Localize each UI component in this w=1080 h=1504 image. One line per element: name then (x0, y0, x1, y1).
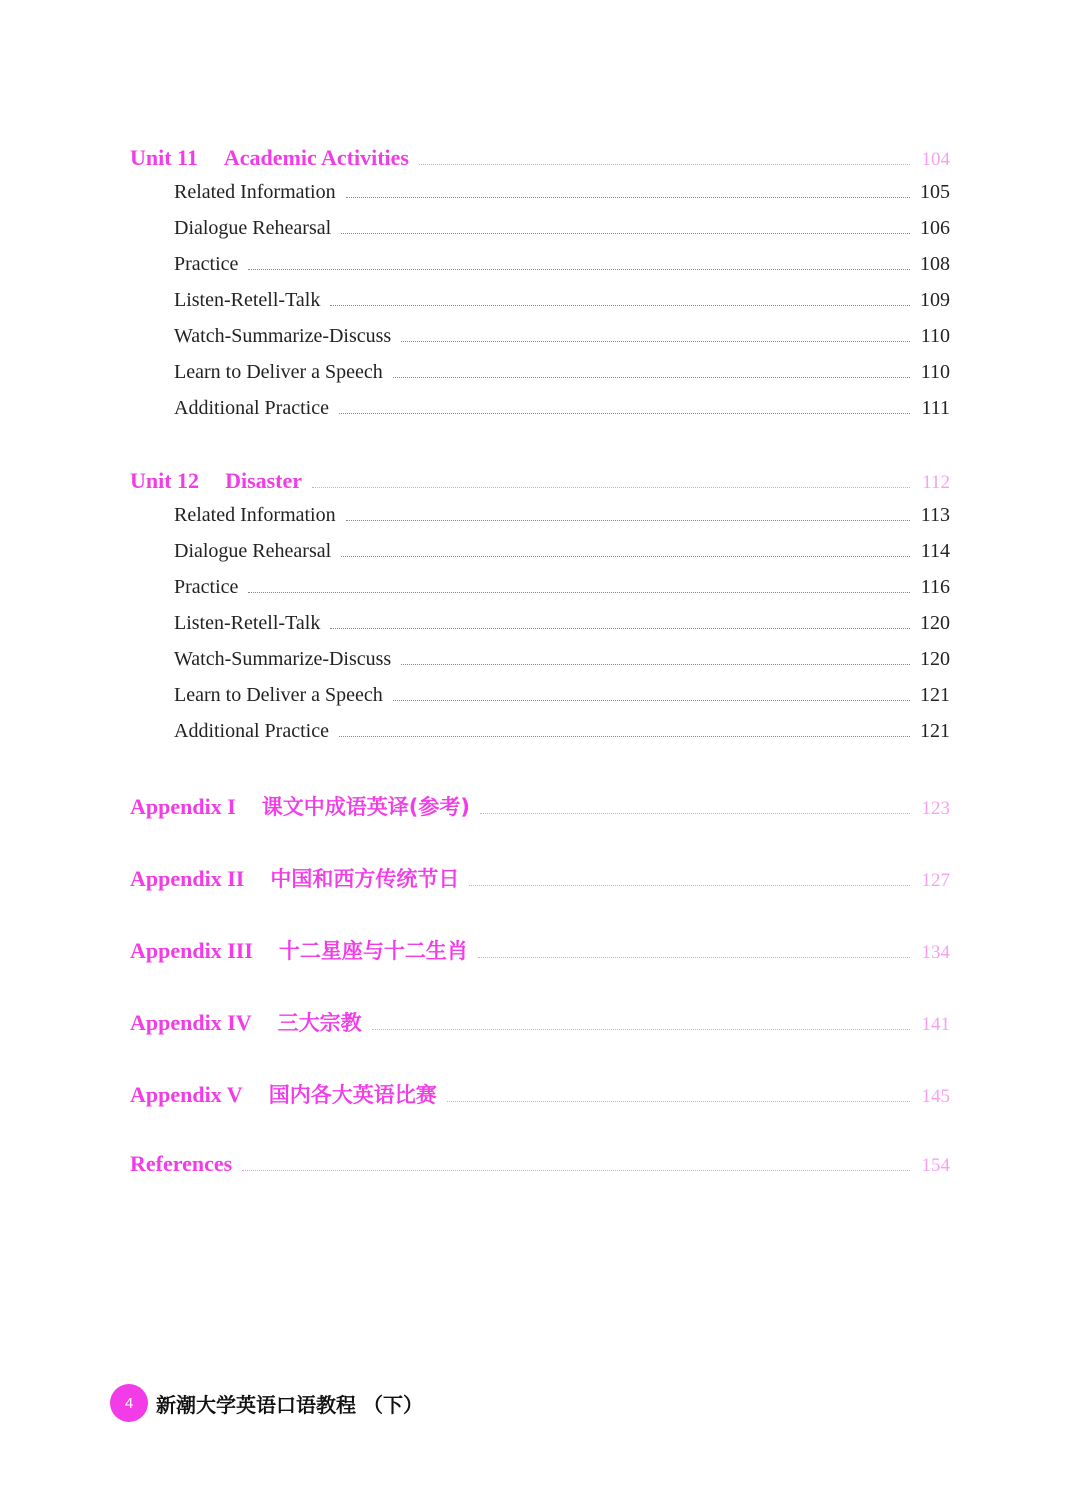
toc-entry[interactable] (174, 720, 950, 743)
entry-label: Additional Practice (174, 397, 329, 419)
dot-leader (346, 196, 910, 198)
unit-11-heading[interactable] (130, 145, 950, 171)
entry-label: Dialogue Rehearsal (174, 217, 332, 239)
entry-label: Practice (174, 253, 239, 275)
dot-leader (341, 232, 910, 234)
entry-label: Watch-Summarize-Discuss (174, 325, 392, 347)
entry-label: Additional Practice (174, 720, 329, 742)
unit-12-heading[interactable] (130, 468, 950, 494)
entry-label: Learn to Deliver a Speech (174, 684, 383, 706)
toc-entry[interactable] (174, 289, 950, 312)
page-footer (110, 1384, 423, 1422)
unit-title: Disaster (225, 468, 303, 493)
page-number: 110 (920, 361, 950, 383)
appendix-5-heading[interactable] (130, 1079, 950, 1109)
page-number-badge: 4 (110, 1384, 148, 1422)
entry-label: Listen-Retell-Talk (174, 612, 321, 634)
appendix-label: Appendix IV (130, 1010, 252, 1035)
toc-entry[interactable] (174, 576, 950, 599)
toc-entry[interactable] (174, 684, 950, 707)
dot-leader (330, 627, 910, 629)
entry-label: Related Information (174, 504, 336, 526)
toc-entry[interactable] (174, 181, 950, 204)
toc-entry[interactable] (174, 504, 950, 527)
dot-leader (330, 304, 910, 306)
dot-leader (339, 412, 910, 414)
book-title: 新潮大学英语口语教程 （下） (156, 1392, 423, 1417)
dot-leader (312, 486, 910, 488)
references-label: References (130, 1151, 233, 1176)
toc-entry[interactable] (174, 648, 950, 671)
appendix-4-heading[interactable] (130, 1007, 950, 1037)
toc-entry[interactable] (174, 612, 950, 635)
page-number: 141 (921, 1014, 950, 1035)
page-number: 112 (922, 472, 950, 493)
dot-leader (401, 340, 910, 342)
toc-entry[interactable] (174, 325, 950, 348)
dot-leader (401, 663, 910, 665)
toc-entry[interactable] (174, 253, 950, 276)
page-number: 114 (920, 540, 950, 562)
appendix-title: 三大宗教 (277, 1011, 362, 1035)
page-number: 134 (921, 942, 950, 963)
page-number: 116 (920, 576, 950, 598)
entry-label: Dialogue Rehearsal (174, 540, 332, 562)
entry-label: Learn to Deliver a Speech (174, 361, 383, 383)
dot-leader (469, 884, 910, 886)
dot-leader (480, 812, 910, 814)
entry-label: Watch-Summarize-Discuss (174, 648, 392, 670)
page-number: 106 (920, 217, 950, 239)
toc-entry[interactable] (174, 361, 950, 384)
toc-entry[interactable] (174, 397, 950, 420)
page-number: 110 (920, 325, 950, 347)
appendix-label: Appendix I (130, 794, 236, 819)
page-number: 127 (921, 870, 950, 891)
page-number: 113 (920, 504, 950, 526)
page-number: 109 (920, 289, 950, 311)
entry-label: Listen-Retell-Talk (174, 289, 321, 311)
dot-leader (419, 163, 910, 165)
dot-leader (341, 555, 910, 557)
page-number: 154 (921, 1155, 950, 1176)
entry-label: Practice (174, 576, 239, 598)
entry-label: Related Information (174, 181, 336, 203)
dot-leader (346, 519, 910, 521)
appendix-title: 中国和西方传统节日 (270, 867, 460, 891)
toc-entry[interactable] (174, 217, 950, 240)
page-number: 121 (920, 720, 950, 742)
appendix-label: Appendix III (130, 938, 253, 963)
dot-leader (248, 268, 910, 270)
dot-leader (393, 376, 910, 378)
page-number: 145 (921, 1086, 950, 1107)
unit-title: Academic Activities (223, 145, 409, 170)
appendix-title: 十二星座与十二生肖 (278, 939, 468, 963)
page-number: 121 (920, 684, 950, 706)
toc-entry[interactable] (174, 540, 950, 563)
appendix-label: Appendix II (130, 866, 245, 891)
appendix-2-heading[interactable] (130, 863, 950, 893)
appendix-title: 国内各大英语比赛 (268, 1083, 437, 1107)
dot-leader (393, 699, 910, 701)
page-number: 120 (920, 612, 950, 634)
appendix-3-heading[interactable] (130, 935, 950, 965)
appendix-label: Appendix V (130, 1082, 243, 1107)
page-number: 123 (921, 798, 950, 819)
appendix-1-heading[interactable] (130, 791, 950, 821)
page-number: 104 (921, 149, 950, 170)
unit-number: Unit 12 (130, 468, 200, 493)
dot-leader (447, 1100, 910, 1102)
page-number: 108 (920, 253, 950, 275)
dot-leader (248, 591, 910, 593)
references-heading[interactable] (130, 1151, 950, 1177)
dot-leader (242, 1169, 910, 1171)
unit-number: Unit 11 (130, 145, 198, 170)
dot-leader (339, 735, 910, 737)
page-number: 120 (920, 648, 950, 670)
dot-leader (478, 956, 910, 958)
dot-leader (372, 1028, 910, 1030)
appendix-title: 课文中成语英译(参考) (261, 795, 470, 819)
page-number: 111 (921, 397, 950, 419)
page-number: 105 (920, 181, 950, 203)
